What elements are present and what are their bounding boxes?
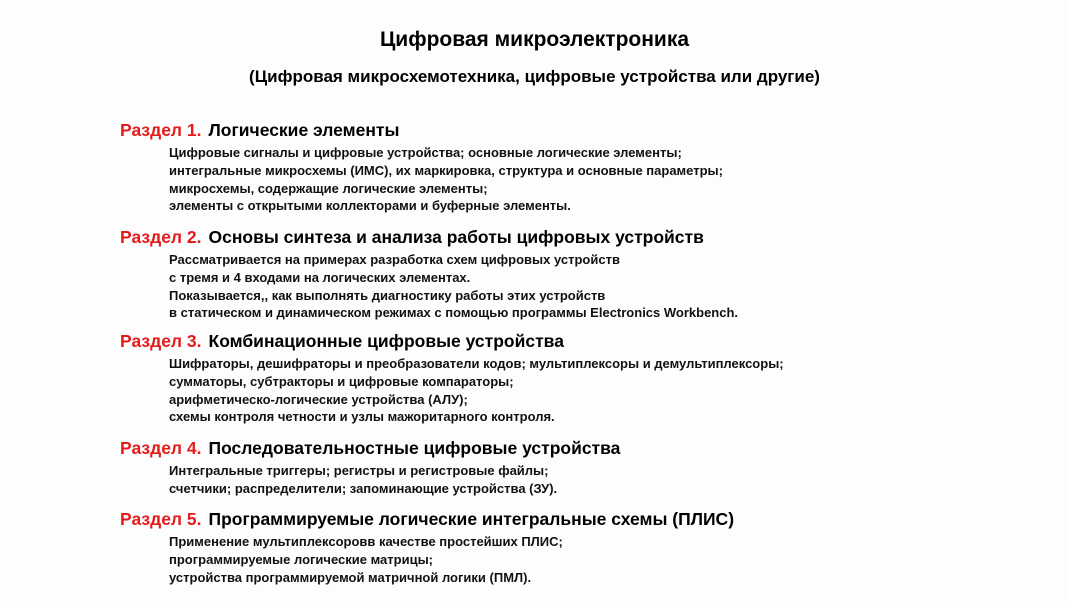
section-4 [120, 437, 620, 498]
section-line: с тремя и 4 входами на логических элементах. [169, 269, 471, 285]
section-1 [120, 119, 723, 215]
section-title: Программируемые логические интегральные схемы (ПЛИС) [208, 509, 735, 529]
section-line: Показывается,, как выполнять диагностику работы этих устройств [169, 287, 606, 303]
section-number: Раздел 2. [120, 227, 202, 247]
section-line: схемы контроля четности и узлы мажоритарного контроля. [169, 409, 555, 425]
section-body [169, 251, 738, 322]
section-line: Рассматривается на примерах разработка схем цифровых устройств [169, 252, 620, 267]
section-line: сумматоры, субтракторы и цифровые компараторы; [169, 373, 514, 389]
section-line: микросхемы, содержащие логические элементы; [169, 180, 488, 196]
section-heading [120, 119, 723, 141]
section-line: счетчики; распределители; запоминающие устройства (ЗУ). [169, 480, 558, 496]
section-2 [120, 226, 738, 322]
section-body [169, 533, 734, 586]
section-line: элементы с открытыми коллекторами и буферные элементы. [169, 198, 571, 214]
section-line: Интегральные триггеры; регистры и регистровые файлы; [169, 463, 549, 478]
section-line: Применение мультиплексоровв качестве простейших ПЛИС; [169, 534, 563, 549]
section-line: Цифровые сигналы и цифровые устройства; основные логические элементы; [169, 145, 682, 160]
section-title: Логические элементы [208, 120, 400, 140]
section-line: Шифраторы, дешифраторы и преобразователи кодов; мультиплексоры и демультиплексоры; [169, 356, 784, 371]
section-number: Раздел 4. [120, 438, 202, 458]
section-5 [120, 508, 734, 586]
section-3 [120, 330, 784, 426]
section-line: интегральные микросхемы (ИМС), их маркировка, структура и основные параметры; [169, 162, 723, 178]
section-title: Комбинационные цифровые устройства [208, 331, 564, 351]
section-heading [120, 330, 784, 352]
section-line: арифметическо-логические устройства (АЛУ); [169, 391, 468, 407]
section-heading [120, 508, 734, 530]
section-body [169, 355, 784, 426]
section-heading [120, 437, 620, 459]
section-number: Раздел 3. [120, 331, 202, 351]
page-subtitle: (Цифровая микросхемотехника, цифровые устройства или другие) [249, 67, 820, 86]
section-heading [120, 226, 738, 248]
page-title: Цифровая микроэлектроника [379, 28, 690, 51]
section-body [169, 144, 723, 215]
section-number: Раздел 1. [120, 120, 202, 140]
section-number: Раздел 5. [120, 509, 202, 529]
section-line: в статическом и динамическом режимах с помощью программы Electronics Workbench. [169, 305, 739, 321]
section-title: Последовательностные цифровые устройства [208, 438, 621, 458]
section-line: программируемые логические матрицы; [169, 551, 433, 567]
section-body [169, 462, 620, 498]
section-line: устройства программируемой матричной логики (ПМЛ). [169, 569, 532, 585]
section-title: Основы синтеза и анализа работы цифровых устройств [208, 227, 704, 247]
